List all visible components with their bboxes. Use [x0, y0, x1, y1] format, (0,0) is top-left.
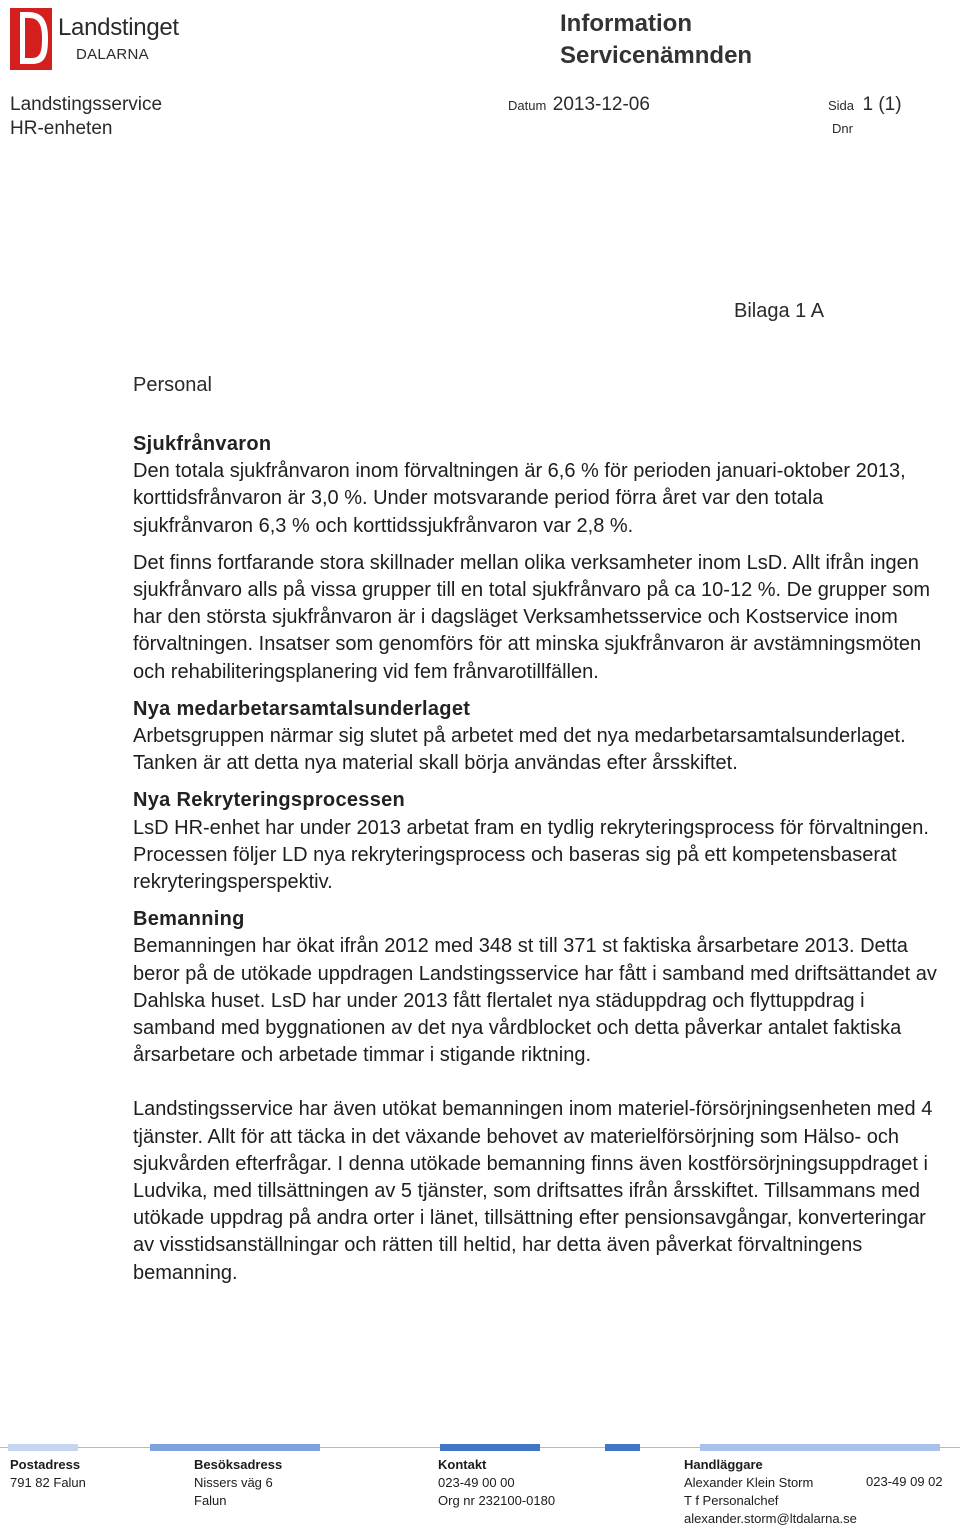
footer-handler-email: alexander.storm@ltdalarna.se — [684, 1511, 857, 1526]
paragraph: Det finns fortfarande stora skillnader mellan olika verksamheter inom LsD. Allt ifrån ingen sjukfrånvaro alls på vissa grupper till en total sjukfrånvaro på ca 10-12 %. De grupper som har den största sjukfrånvaron är i dagsläget Verksamhetsservice och Kostservice inom förvaltningen. Insatser som genomförs för att minska sjukfrånvaron är avstämningsmöten och rehabiliteringsplanering vid fem frånvarotillfällen. — [133, 551, 931, 683]
unit-name: Landstingsservice — [10, 94, 163, 115]
attachment-label: Bilaga 1 A — [734, 300, 825, 322]
footer-org-number: Org nr 232100-0180 — [438, 1493, 556, 1508]
footer-postal — [10, 1456, 86, 1492]
page-value: 1 (1) — [862, 94, 902, 115]
page-label: Sida — [828, 98, 855, 113]
footer-contact — [438, 1456, 555, 1510]
date-field — [508, 94, 650, 116]
section-heading: Nya medarbetarsamtalsunderlaget — [133, 697, 471, 720]
document-board: Servicenämnden — [560, 42, 753, 69]
footer-visit-label: Besöksadress — [194, 1457, 283, 1472]
document-type: Information — [560, 10, 692, 37]
logo-subtitle: DALARNA — [76, 46, 149, 63]
section-heading: Nya Rekryteringsprocessen — [133, 789, 406, 812]
section-rekrytering — [133, 787, 943, 896]
date-label: Datum — [508, 98, 547, 113]
footer-visit-city: Falun — [194, 1493, 227, 1508]
section-title: Personal — [133, 374, 212, 396]
footer-visit — [194, 1456, 282, 1510]
footer-handler-phone: 023-49 09 02 — [866, 1474, 943, 1489]
dnr-label: Dnr — [832, 121, 853, 136]
footer-contact-label: Kontakt — [438, 1457, 487, 1472]
logo-name: Landstinget — [58, 14, 179, 41]
footer-handler — [684, 1456, 857, 1528]
footer-handler-label: Handläggare — [684, 1457, 763, 1472]
paragraph: Den totala sjukfrånvaron inom förvaltningen är 6,6 % för perioden januari-oktober 2013, korttidsfrånvaron är 3,0 %. Under motsvarande period förra året var den totala sjukfrånvaron 6,3 % och korttidssjukfrånvaron var 2,8 %. — [133, 460, 906, 537]
paragraph: Landstingsservice har även utökat bemanningen inom materiel-försörjningsenheten med 4 tjänster. Allt för att täcka in det växande behovet av materielförsörjning som Hälso- och sjukvården efterfrågar. I denna utökade bemanning finns även kostförsörjningsuppdraget i Ludvika, med tillsättningen av 5 tjänster, som driftsattes ifrån årsskiftet. Tillsammans med utökade uppdrag på andra orter i länet, tillsättning efter pensionsavgångar, konverteringar av visstidsanställningar och rätten till heltid, har detta även påverkat förvaltningens bemanning. — [133, 1098, 933, 1284]
section-heading: Sjukfrånvaron — [133, 433, 272, 455]
department-name: HR-enheten — [10, 118, 113, 139]
footer-contact-phone: 023-49 00 00 — [438, 1475, 515, 1490]
paragraph: Bemanningen har ökat ifrån 2012 med 348 st till 371 st faktiska årsarbetare 2013. Detta beror på de utökade uppdragen Landstingsservice har fått i samband med driftsättandet av Dahlska huset. LsD har under 2013 fått flertalet nya städuppdrag och flyttuppdrag i samband med byggnationen av det nya vårdblocket och detta påverkar antalet faktiska årsarbetare och arbetade timmar i stigande riktning. — [133, 935, 937, 1067]
section-bemanning — [133, 906, 943, 1287]
landstinget-logo-icon — [10, 8, 52, 70]
section-medarbetarsamtal — [133, 696, 943, 778]
document-body — [133, 431, 943, 1287]
paragraph: LsD HR-enhet har under 2013 arbetat fram en tydlig rekryteringsprocess för förvaltningen. Processen följer LD nya rekryteringsprocess och baseras sig på ett kompetensbaserat rekryteringsperspektiv. — [133, 816, 929, 894]
footer-handler-name: Alexander Klein Storm — [684, 1475, 814, 1490]
footer-divider — [0, 1444, 960, 1451]
footer-postal-address: 791 82 Falun — [10, 1475, 86, 1490]
section-heading: Bemanning — [133, 908, 245, 931]
page-number — [828, 94, 902, 116]
date-value: 2013-12-06 — [552, 94, 650, 115]
footer-visit-street: Nissers väg 6 — [194, 1475, 273, 1490]
paragraph: Arbetsgruppen närmar sig slutet på arbetet med det nya medarbetarsamtalsunderlaget. Tanken är att detta nya material skall börja användas efter årsskiftet. — [133, 725, 906, 775]
footer-handler-title: T f Personalchef — [684, 1493, 779, 1508]
section-sjukfranvaron — [133, 431, 943, 686]
footer-postal-label: Postadress — [10, 1457, 81, 1472]
